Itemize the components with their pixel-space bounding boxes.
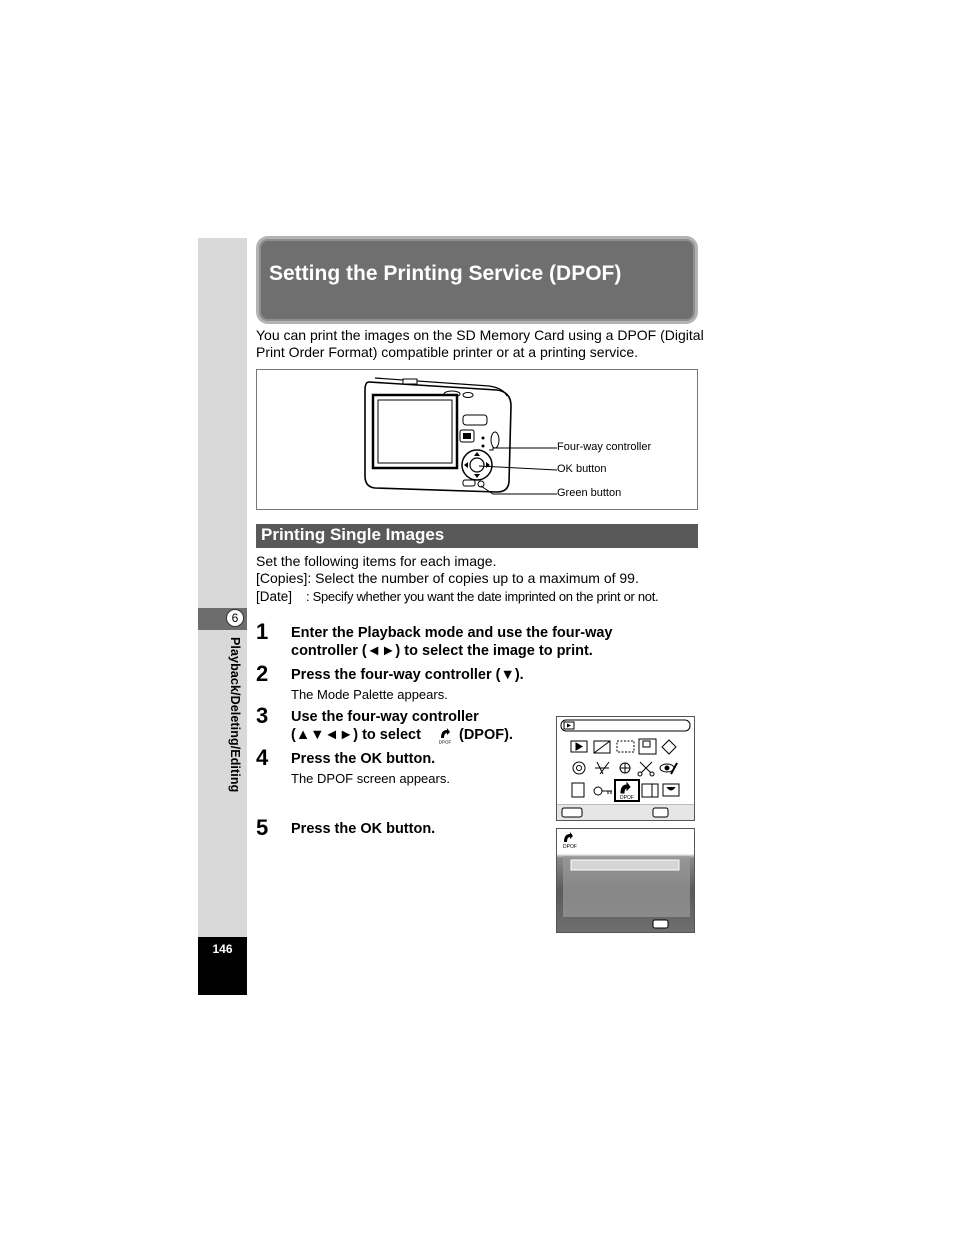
step-text: Press the four-way controller (▼). [291,667,524,683]
step-number: 2 [256,661,269,686]
svg-text:DPOF: DPOF [438,739,452,744]
date-description: : Specify whether you want the date imprinted on the print or not. [306,589,659,604]
step-number: 1 [256,619,269,644]
section-title: Printing Single Images [261,525,445,544]
mode-palette-screen [556,716,695,821]
step-note: The DPOF screen appears. [291,771,450,786]
step-number: 3 [256,703,269,728]
date-label: [Date] [256,589,293,604]
step-text: Use the four-way controller [291,709,479,725]
section-line: [Copies]: Select the number of copies up to a maximum of 99. [256,570,639,586]
dpof-icon [436,726,454,749]
page-number: 146 [212,942,233,956]
svg-text:DPOF: DPOF [620,795,634,801]
step-text: controller (◄►) to select the image to print. [291,643,593,659]
callout-ok-button: OK button [557,463,607,475]
section-line: Set the following items for each image. [256,553,497,569]
step-text-suffix: (DPOF). [459,727,513,743]
camera-figure [256,369,698,510]
step-text: Press the OK button. [291,751,436,767]
intro-line: You can print the images on the SD Memory Card using a DPOF (Digital [256,327,704,343]
intro-line: Print Order Format) compatible printer or at a printing service. [256,344,639,360]
page-title: Setting the Printing Service (DPOF) [269,262,622,285]
camera-illustration [257,370,697,509]
step-number: 4 [256,745,269,770]
callout-green-button: Green button [557,487,622,499]
chapter-number: 6 [226,609,244,627]
step-number: 5 [256,815,269,840]
step-note: The Mode Palette appears. [291,687,448,702]
step-text: Enter the Playback mode and use the four-way [291,625,613,641]
svg-text:DPOF: DPOF [563,844,577,850]
callout-four-way-controller: Four-way controller [557,441,652,453]
step-text: (▲▼◄►) to select [291,727,421,743]
chapter-title: Playback/Deleting/Editing [228,637,242,793]
step-text: Press the OK button. [291,821,436,837]
dpof-screen [556,828,695,933]
